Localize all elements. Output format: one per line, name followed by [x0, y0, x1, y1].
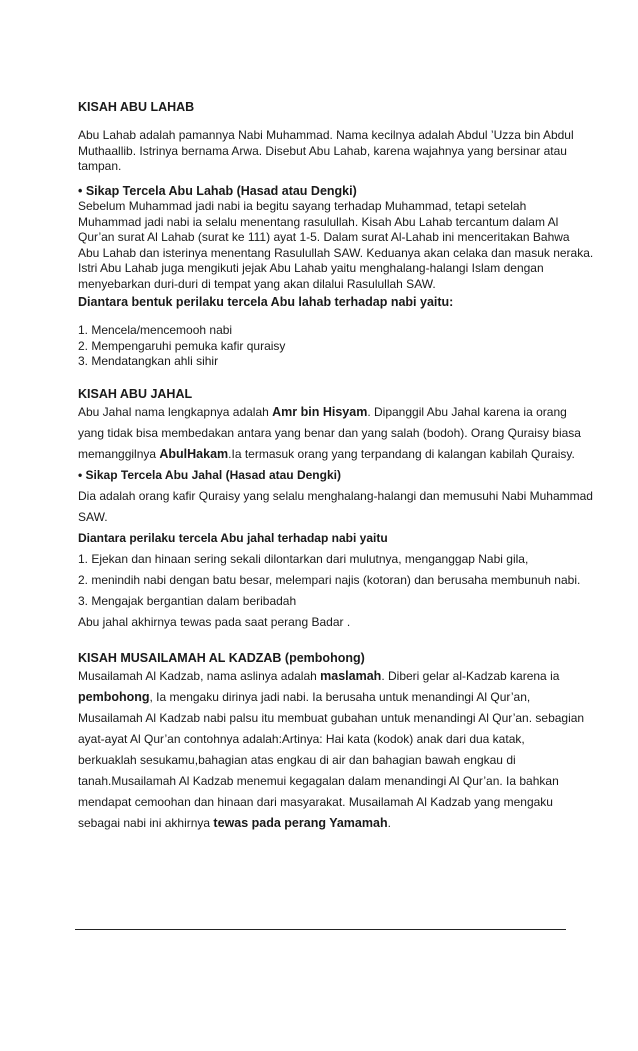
text-span: .: [387, 816, 391, 830]
text-span: sebagai nabi ini akhirnya: [78, 816, 214, 830]
abu-lahab-title: KISAH ABU LAHAB: [78, 100, 195, 114]
text-span: memanggilnya: [78, 447, 160, 461]
abu-jahal-body: [78, 402, 593, 633]
list-item: 1. Mencela/mencemooh nabi: [78, 323, 233, 337]
text-line: [78, 666, 570, 687]
abu-jahal-title: KISAH ABU JAHAL: [78, 387, 193, 401]
text-span: . Dipanggil Abu Jahal karena ia orang: [367, 405, 567, 419]
text-line: [78, 402, 570, 423]
text-line: SAW.: [78, 510, 108, 524]
text-line: Sebelum Muhammad jadi nabi ia begitu sayang terhadap Muhammad, tetapi setelah: [78, 199, 527, 213]
abu-lahab-sikap-body: [78, 199, 594, 292]
musailamah-body: [78, 666, 585, 834]
text-line: menyebarkan duri-duri di tempat yang akan dilalui Rasulullah SAW.: [78, 276, 436, 291]
text-line: Abu Lahab adalah pamannya Nabi Muhammad. Nama kecilnya adalah Abdul ’Uzza bin Abdul: [78, 128, 574, 142]
text-span: Abu Jahal nama lengkapnya adalah: [78, 405, 273, 419]
text-line: berkuaklah sesukamu,bahagian atas engkau di air dan bahagian bawah engkau di: [78, 753, 516, 767]
list-item: 2. menindih nabi dengan batu besar, melempari najis (kotoran) dan berusaha membunuh nabi.: [78, 573, 581, 587]
text-line: Istri Abu Lahab juga mengikuti jejak Abu Lahab yaitu menghalang-halangi Islam dengan: [78, 261, 544, 275]
list-item: 2. Mempengaruhi pemuka kafir quraisy: [78, 338, 286, 353]
name-highlight: pembohong: [78, 690, 150, 704]
text-line: mendapat cemoohan dan hinaan dari masyarakat. Musailamah Al Kadzab yang mengaku: [78, 795, 553, 809]
text-line: [78, 444, 575, 465]
abu-lahab-list-title: Diantara bentuk perilaku tercela Abu lahab terhadap nabi yaitu:: [78, 295, 454, 309]
list-item: 1. Ejekan dan hinaan sering sekali dilontarkan dari mulutnya, menganggap Nabi gila,: [78, 552, 529, 566]
abu-jahal-sikap-title: • Sikap Tercela Abu Jahal (Hasad atau Dengki): [78, 468, 341, 482]
text-line: ayat-ayat Al Qur’an contohnya adalah:Artinya: Hai kata (kodok) anak dari dua katak,: [78, 732, 525, 746]
abu-lahab-list: [78, 323, 570, 370]
text-span: .Ia termasuk orang yang terpandang di kalangan kabilah Quraisy.: [228, 447, 575, 461]
text-line: Musailamah Al Kadzab nabi palsu itu membuat gubahan untuk menandingi Al Qur’an. sebagian: [78, 711, 585, 725]
abu-jahal-list-title: Diantara perilaku tercela Abu jahal terhadap nabi yaitu: [78, 531, 388, 545]
text-line: tanah.Musailamah Al Kadzab menemui kegagalan dalam menandingi Al Qur’an. Ia bahkan: [78, 774, 559, 788]
text-span: , Ia mengaku dirinya jadi nabi. Ia berusaha untuk menandingi Al Qur’an,: [149, 690, 531, 704]
text-line: Abu jahal akhirnya tewas pada saat perang Badar .: [78, 615, 351, 629]
text-line: Muthaallib. Istrinya bernama Arwa. Disebut Abu Lahab, karena wajahnya yang bersinar atau: [78, 143, 567, 158]
abu-lahab-sikap-title: • Sikap Tercela Abu Lahab (Hasad atau Dengki): [78, 184, 357, 198]
name-highlight: Amr bin Hisyam: [272, 405, 368, 419]
name-highlight: tewas pada perang Yamamah: [213, 816, 388, 830]
abu-lahab-intro: [78, 128, 574, 175]
musailamah-title: KISAH MUSAILAMAH AL KADZAB (pembohong): [78, 651, 365, 665]
name-highlight: maslamah: [320, 669, 382, 683]
footer-divider: [75, 929, 566, 930]
text-line: [78, 813, 570, 834]
text-line: [78, 687, 570, 708]
text-line: tampan.: [78, 159, 122, 173]
text-line: Abu Lahab dan isterinya menentang Rasulullah SAW. Keduanya akan celaka dan masuk neraka.: [78, 245, 594, 260]
name-highlight: AbulHakam: [159, 447, 229, 461]
list-item: 3. Mendatangkan ahli sihir: [78, 354, 219, 368]
text-line: yang tidak bisa membedakan antara yang benar dan yang salah (bodoh). Orang Quraisy biasa: [78, 426, 581, 440]
list-item: 3. Mengajak bergantian dalam beribadah: [78, 594, 297, 608]
text-line: Qur’an surat Al Lahab (surat ke 111) ayat 1-5. Dalam surat Al-Lahab ini menceritakan Bahwa: [78, 230, 570, 244]
text-span: . Diberi gelar al-Kadzab karena ia: [381, 669, 560, 683]
text-line: Muhammad jadi nabi ia selalu menentang rasulullah. Kisah Abu Lahab tercantum dalam Al: [78, 214, 559, 229]
text-span: Musailamah Al Kadzab, nama aslinya adalah: [78, 669, 321, 683]
text-line: Dia adalah orang kafir Quraisy yang selalu menghalang-halangi dan memusuhi Nabi Muhammad: [78, 489, 593, 503]
